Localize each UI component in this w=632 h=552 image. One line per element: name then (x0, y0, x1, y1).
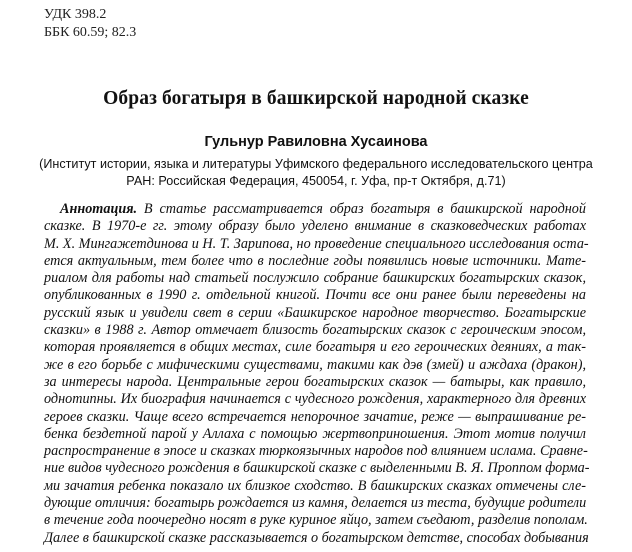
abstract-line: сказки» в 1988 г. Автор отмечает близость богатырских сказок с героическим эпосом, (44, 322, 586, 339)
author-affiliation (30, 156, 602, 190)
abstract-line (44, 201, 586, 218)
abstract-line: распространение в эпосе и сказках тюркоязычных народов под влиянием ислама. Сравне- (44, 443, 588, 460)
abstract-line: Далее в башкирской сказке рассказывается о богатырском детстве, способах добывания (44, 529, 589, 546)
abstract-line: бенка бездетной парой у Аллаха с помощью жертвоприношения. Этот мотив получил (44, 425, 586, 442)
abstract-line: однотипны. Их биография начинается с чудесного рождения, характерного для древних (44, 391, 586, 408)
abstract-label: Аннотация. (60, 201, 138, 217)
abstract-line: риалом для работы над статьей послужило собрание башкирских богатырских сказок, (44, 270, 586, 287)
abstract-line: в течение года поочередно носят в руке куриное яйцо, затем съедают, разделив пополам. (44, 512, 588, 529)
abstract (44, 201, 590, 547)
abstract-line-text: В статье рассматривается образ богатыря в башкирской народной (137, 201, 586, 217)
author-name: Гульнур Равиловна Хусаинова (204, 134, 428, 150)
abstract-line: же в его борьбе с мифическими существами, такими как дэв (змей) и аждаха (дракон), (44, 356, 586, 373)
abstract-line: сказке. В 1970-е гг. этому образу было уделено внимание в сказковедческих работах (44, 218, 586, 235)
abstract-line: которая проявляется в общих местах, силе богатыря и его героических деяниях, а так- (44, 339, 586, 356)
article-title: Образ богатыря в башкирской народной сказке (103, 88, 529, 109)
udk-code: УДК 398.2 (44, 7, 107, 22)
classification-codes (44, 6, 136, 42)
abstract-line: ние видов чудесного рождения в башкирской сказке с выделенными В. Я. Проппом форма- (44, 460, 590, 477)
abstract-line: героев сказки. Чаще всего встречается непорочное зачатие, реже — выпрашивание ре- (44, 408, 586, 425)
abstract-line: ется актуальным, тем более что в последние годы появились новые источники. Мате- (44, 252, 586, 269)
affiliation-line: (Институт истории, языка и литературы Уфимского федерального исследовательского центра (39, 157, 593, 171)
affiliation-line: РАН: Российская Федерация, 450054, г. Уфа, пр-т Октября, д.71) (126, 174, 506, 188)
abstract-line: опубликованных в 1990 г. отдельной книгой. Почти все они ранее были переведены на (44, 287, 586, 304)
bbk-code: ББК 60.59; 82.3 (44, 25, 137, 40)
abstract-line: М. Х. Мингажетдинова и Н. Т. Зарипова, но проведение специального исследования оста- (44, 235, 589, 252)
abstract-line: ми зачатия ребенка показало их близкое сходство. В башкирских сказках отмечены сле- (44, 477, 586, 494)
abstract-line: дующие отличия: богатырь рождается из камня, делается из теста, будущие родители (44, 495, 587, 512)
abstract-line: за интересы народа. Центральные герои богатырских сказок — батыры, как правило, (44, 373, 586, 390)
abstract-line: русский язык и увидели свет в серии «Башкирское народное творчество. Богатырские (44, 304, 586, 321)
